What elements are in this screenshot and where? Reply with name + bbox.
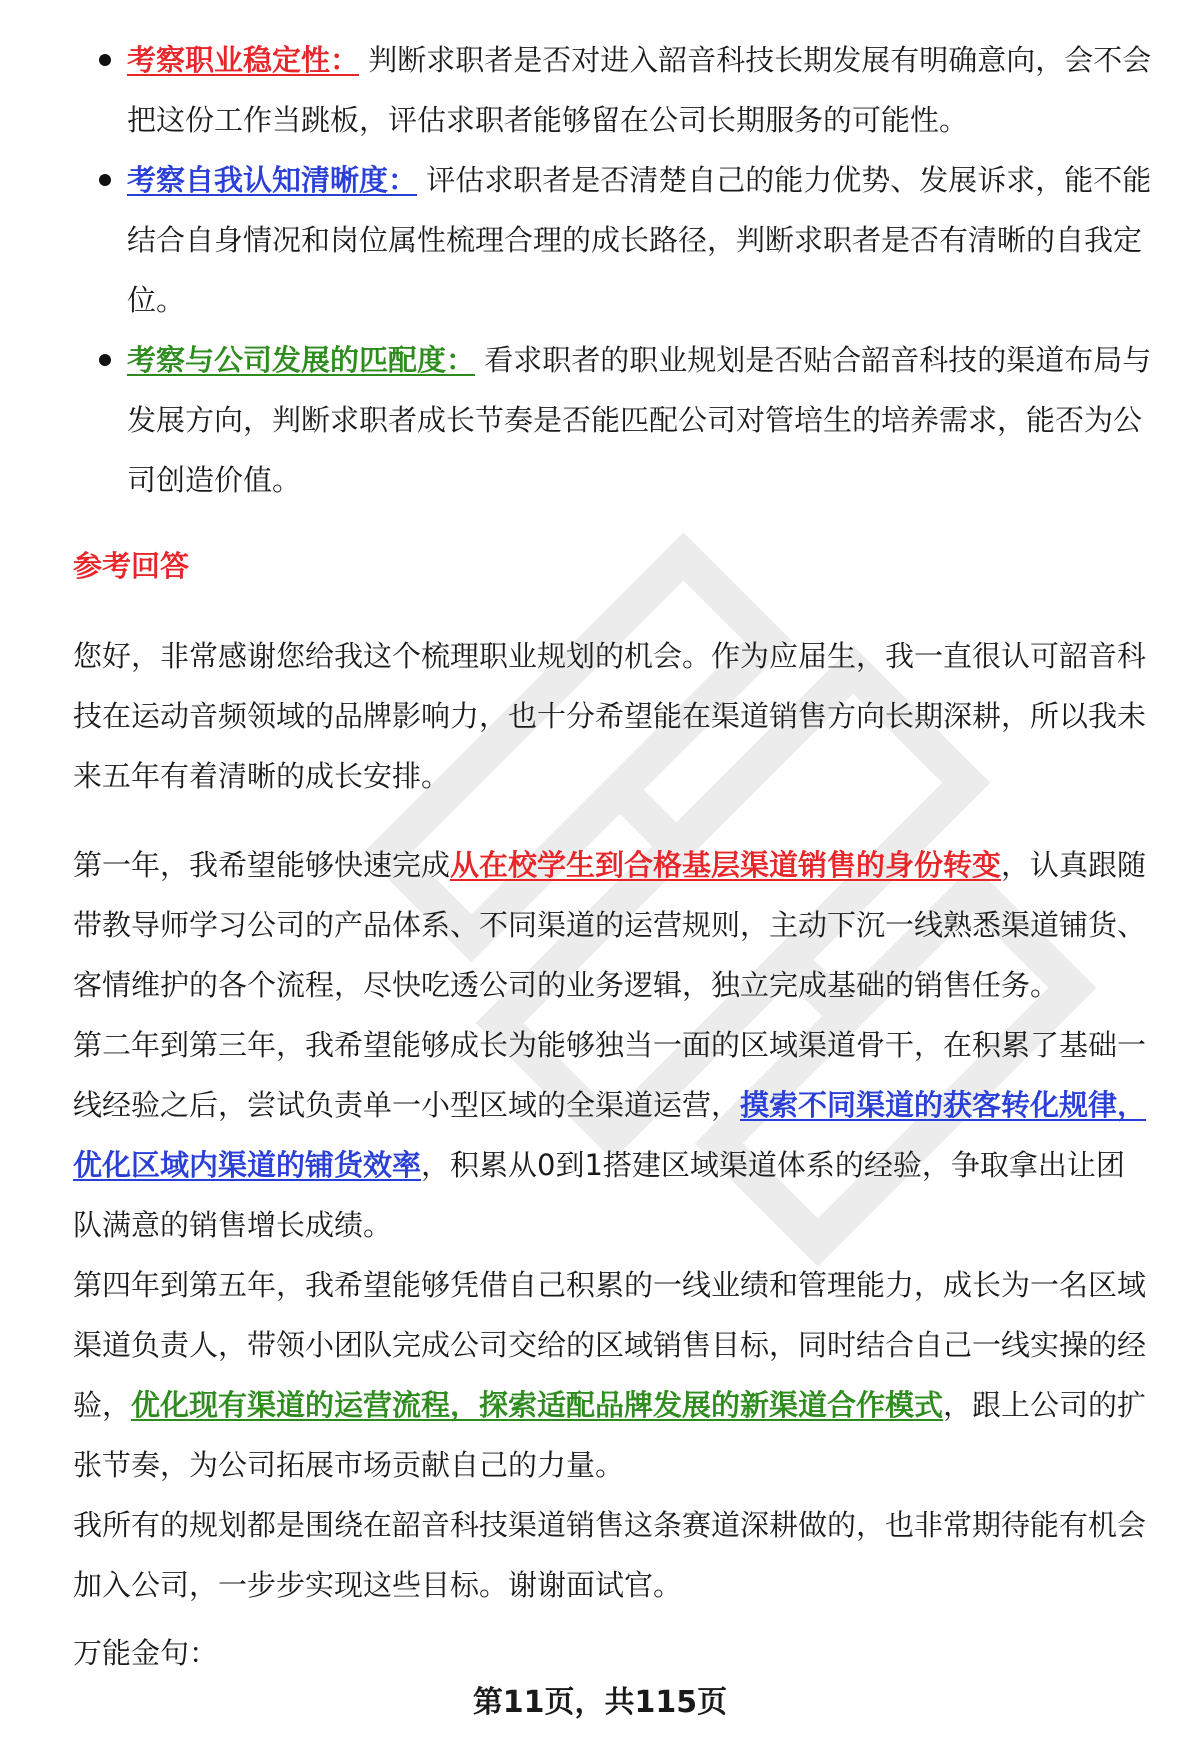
footer-label: 万能金句： [73,1636,219,1670]
document-page [73,40,1153,1615]
year2-3-text-after: ，积累从0到1搭建区域渠道体系的经验，争取拿出让团队满意的销售增长成绩。 [73,1148,1125,1242]
criteria-keyword: 考察与公司发展的匹配度： [127,343,476,377]
closing-paragraph: 我所有的规划都是围绕在韶音科技渠道销售这条赛道深耕做的，也非常期待能有机会加入公司，一步步实现这些目标。谢谢面试官。 [73,1508,1147,1602]
bullet-dot-icon [99,354,111,366]
year2-3-text: 第二年到第三年，我希望能够成长为能够独当一面的区域渠道骨干，在积累了基础一线经验之后，尝试负责单一小型区域的全渠道运营， [73,1028,1147,1122]
section-title: 参考回答 [73,549,190,583]
page-number: 第11页，共115页 [472,1685,728,1720]
year1-text: 第一年，我希望能够快速完成 [73,848,451,882]
criteria-keyword: 考察职业稳定性： [127,43,360,77]
list-item [73,330,1153,510]
criteria-text: 判断求职者是否对进入韶音科技长期发展有明确意向，会不会把这份工作当跳板，评估求职者能够留在公司长期服务的可能性。 [127,43,1152,137]
year4-5-paragraph [73,1255,1153,1495]
year4-5-highlight: 优化现有渠道的运营流程，探索适配品牌发展的新渠道合作模式 [131,1388,944,1422]
year2-3-highlight: 摸索不同渠道的获客转化规律，优化区域内渠道的铺货效率 [73,1088,1147,1182]
year4-5-text: 第四年到第五年，我希望能够凭借自己积累的一线业绩和管理能力，成长为一名区域渠道负责人，带领小团队完成公司交给的区域销售目标，同时结合自己一线实操的经验， [73,1268,1147,1422]
criteria-text: 看求职者的职业规划是否贴合韶音科技的渠道布局与发展方向，判断求职者成长节奏是否能匹配公司对管培生的培养需求，能否为公司创造价值。 [127,343,1152,497]
year1-highlight: 从在校学生到合格基层渠道销售的身份转变 [450,848,1002,882]
year2-3-paragraph [73,1015,1153,1255]
year1-paragraph [73,835,1153,1015]
year4-5-text-after: ，跟上公司的扩张节奏，为公司拓展市场贡献自己的力量。 [73,1388,1147,1482]
list-item [73,30,1153,150]
criteria-text: 评估求职者是否清楚自己的能力优势、发展诉求，能不能结合自身情况和岗位属性梳理合理的成长路径，判断求职者是否有清晰的自我定位。 [127,163,1152,317]
bullet-dot-icon [99,54,111,66]
year1-text-after: ，认真跟随带教导师学习公司的产品体系、不同渠道的运营规则，主动下沉一线熟悉渠道铺货、客情维护的各个流程，尽快吃透公司的业务逻辑，独立完成基础的销售任务。 [73,848,1147,1002]
criteria-keyword: 考察自我认知清晰度： [127,163,418,197]
criteria-list [73,30,1153,510]
bullet-dot-icon [99,174,111,186]
intro-paragraph: 您好，非常感谢您给我这个梳理职业规划的机会。作为应届生，我一直很认可韶音科技在运动音频领域的品牌影响力，也十分希望能在渠道销售方向长期深耕，所以我未来五年有着清晰的成长安排。 [73,639,1147,793]
list-item [73,150,1153,330]
